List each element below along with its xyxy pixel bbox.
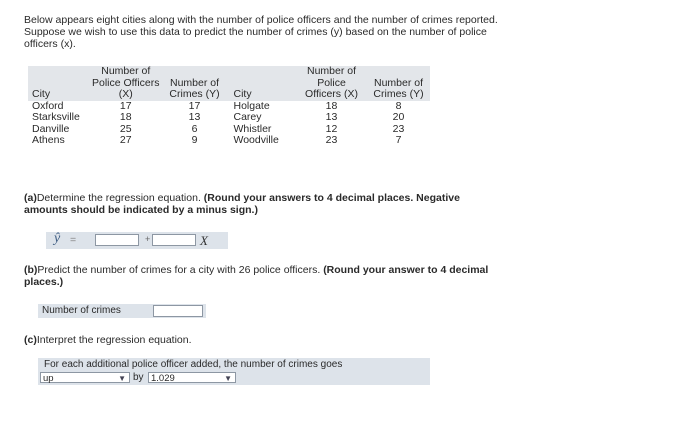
crimes-cell: 13 bbox=[160, 112, 230, 124]
city-cell: Athens bbox=[28, 135, 92, 147]
officers-cell: 25 bbox=[92, 124, 160, 136]
crimes-cell: 7 bbox=[368, 135, 430, 147]
x-variable: X bbox=[200, 233, 208, 248]
header-y-left: Crimes (Y) bbox=[160, 89, 230, 101]
crimes-cell: 9 bbox=[160, 135, 230, 147]
direction-selected-value: up bbox=[43, 373, 54, 384]
officers-cell: 18 bbox=[92, 112, 160, 124]
city-data-table bbox=[28, 66, 430, 147]
city-cell: Holgate bbox=[230, 101, 296, 113]
plus-sign: + bbox=[145, 234, 151, 244]
amount-select[interactable] bbox=[148, 372, 236, 383]
intercept-input[interactable] bbox=[95, 234, 139, 246]
equals-sign: = bbox=[70, 234, 77, 246]
part-b-question bbox=[24, 264, 504, 288]
header-police-right-top: Number of bbox=[296, 66, 368, 78]
crimes-cell: 23 bbox=[368, 124, 430, 136]
number-of-crimes-label: Number of crimes bbox=[42, 305, 121, 316]
part-b-instructions: (Round your answer to 4 decimal places.) bbox=[24, 264, 489, 288]
part-a-text: Determine the regression equation. bbox=[36, 192, 201, 204]
header-police-right-mid: Police bbox=[296, 78, 368, 90]
header-x-left: (X) bbox=[92, 89, 160, 101]
header-x-right: Officers (X) bbox=[296, 89, 368, 101]
officers-cell: 18 bbox=[296, 101, 368, 113]
part-c-question bbox=[24, 334, 192, 346]
part-a-question bbox=[24, 192, 504, 216]
header-city-right: City bbox=[230, 89, 296, 101]
part-b-text: Predict the number of crimes for a city with 26 police officers. bbox=[37, 264, 321, 276]
amount-selected-value: 1.029 bbox=[151, 373, 175, 384]
part-a-label: (a) bbox=[24, 192, 37, 204]
table-row bbox=[28, 112, 430, 124]
header-police-left-top: Number of bbox=[92, 66, 160, 78]
by-label: by bbox=[133, 372, 144, 383]
crimes-cell: 17 bbox=[160, 101, 230, 113]
table-header-row-1 bbox=[28, 66, 430, 78]
table-header-row-2 bbox=[28, 78, 430, 90]
header-police-left-mid: Police Officers bbox=[92, 76, 160, 89]
city-cell: Oxford bbox=[28, 101, 92, 113]
part-a-instructions: (Round your answers to 4 decimal places. Negative amounts should be indicated by a minus sign.) bbox=[24, 192, 460, 216]
header-crimes-left-mid: Number of bbox=[160, 78, 230, 90]
table-header-row-3 bbox=[28, 89, 430, 101]
part-c-label: (c) bbox=[24, 334, 37, 346]
city-cell: Woodville bbox=[230, 135, 296, 147]
slope-input[interactable] bbox=[152, 234, 196, 246]
header-y-right: Crimes (Y) bbox=[368, 89, 430, 101]
crimes-cell: 20 bbox=[368, 112, 430, 124]
city-cell: Starksville bbox=[28, 112, 92, 124]
direction-select[interactable] bbox=[40, 372, 130, 383]
city-cell: Carey bbox=[230, 112, 296, 124]
table-row bbox=[28, 135, 430, 147]
table-row bbox=[28, 101, 430, 113]
officers-cell: 23 bbox=[296, 135, 368, 147]
number-of-crimes-input[interactable] bbox=[153, 305, 203, 317]
officers-cell: 12 bbox=[296, 124, 368, 136]
crimes-cell: 6 bbox=[160, 124, 230, 136]
chevron-down-icon: ▼ bbox=[224, 374, 232, 383]
officers-cell: 27 bbox=[92, 135, 160, 147]
crimes-cell: 8 bbox=[368, 101, 430, 113]
question-intro: Below appears eight cities along with the number of police officers and the number of crimes reported. Suppose we wish to use this data to predict the number of crimes (y) based on the number of police officers (x). bbox=[24, 14, 498, 50]
header-crimes-right-mid: Number of bbox=[368, 78, 430, 90]
chevron-down-icon: ▼ bbox=[118, 374, 126, 383]
part-b-label: (b) bbox=[24, 264, 38, 276]
y-hat-symbol: ŷ bbox=[54, 231, 61, 246]
header-city-left: City bbox=[28, 89, 92, 101]
city-cell: Danville bbox=[28, 124, 92, 136]
officers-cell: 13 bbox=[296, 112, 368, 124]
officers-cell: 17 bbox=[92, 101, 160, 113]
part-c-text: Interpret the regression equation. bbox=[36, 334, 192, 346]
city-cell: Whistler bbox=[230, 124, 296, 136]
interpretation-sentence: For each additional police officer added, the number of crimes goes bbox=[44, 359, 343, 370]
table-row bbox=[28, 124, 430, 136]
